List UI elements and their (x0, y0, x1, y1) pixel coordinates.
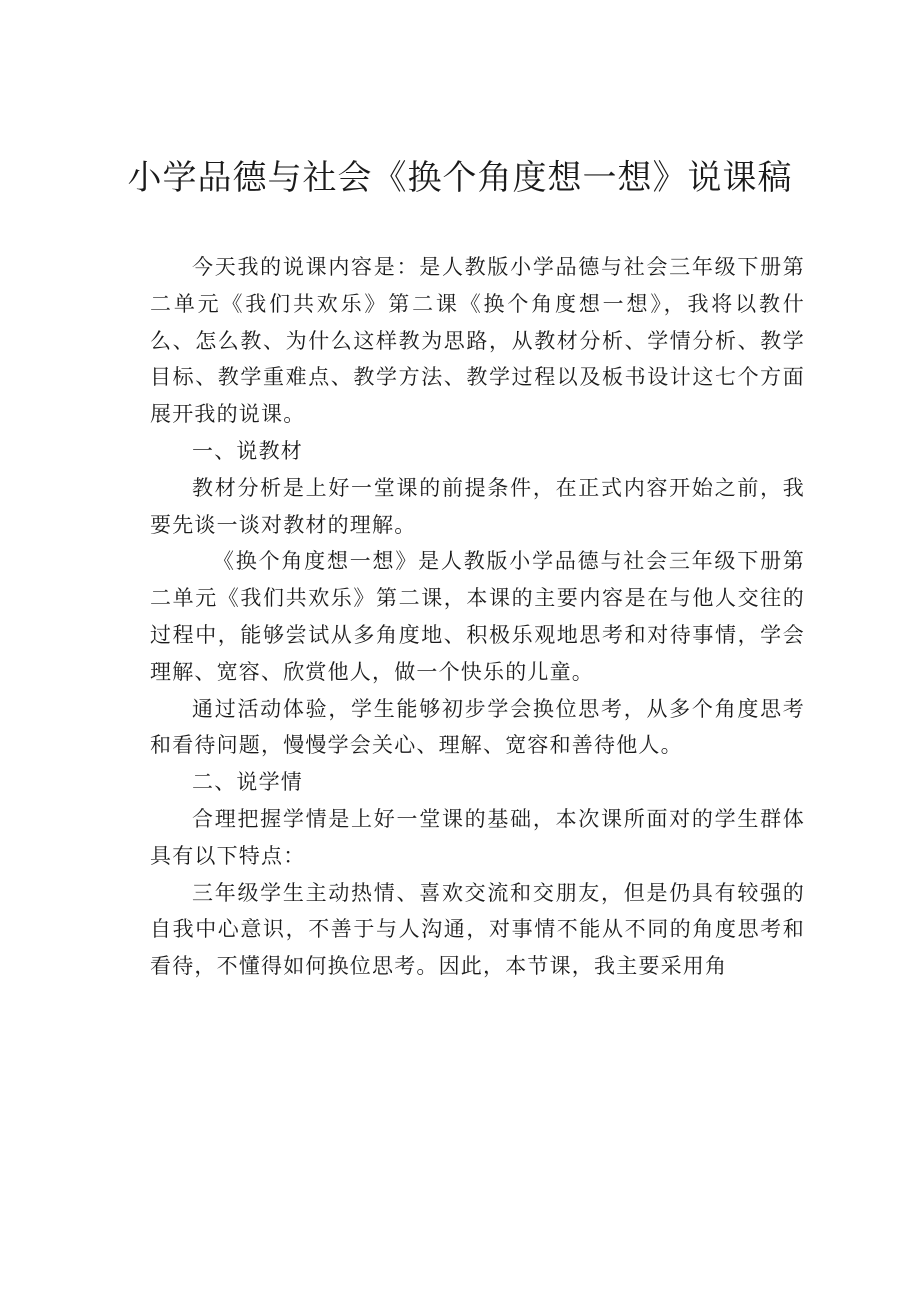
paragraph-learner-traits: 三年级学生主动热情、喜欢交流和交朋友，但是仍具有较强的自我中心意识，不善于与人沟通，对事情不能从不同的角度思考和看待，不懂得如何换位思考。因此，本节课，我主要采用角 (150, 880, 805, 979)
section-heading-learners: 二、说学情 (192, 770, 303, 795)
paragraph-activity-experience: 通过活动体验，学生能够初步学会换位思考，从多个角度思考和看待问题，慢慢学会关心、理解、宽容和善待他人。 (150, 696, 805, 758)
paragraph-intro: 今天我的说课内容是：是人教版小学品德与社会三年级下册第二单元《我们共欢乐》第二课《换个角度想一想》，我将以教什么、怎么教、为什么这样教为思路，从教材分析、学情分析、教学目标、教学重难点、教学方法、教学过程以及板书设计这七个方面展开我的说课。 (150, 255, 805, 427)
document-body (150, 249, 805, 985)
document-title: 小学品德与社会《换个角度想一想》说课稿 (127, 158, 793, 198)
paragraph-learner-basis: 合理把握学情是上好一堂课的基础，本次课所面对的学生群体具有以下特点： (150, 806, 805, 868)
section-heading-textbook: 一、说教材 (192, 438, 303, 463)
paragraph-textbook-analysis: 教材分析是上好一堂课的前提条件，在正式内容开始之前，我要先谈一谈对教材的理解。 (150, 475, 805, 537)
paragraph-lesson-content: 《换个角度想一想》是人教版小学品德与社会三年级下册第二单元《我们共欢乐》第二课，本课的主要内容是在与他人交往的过程中，能够尝试从多角度地、积极乐观地思考和对待事情，学会理解、宽容、欣赏他人，做一个快乐的儿童。 (150, 549, 805, 684)
